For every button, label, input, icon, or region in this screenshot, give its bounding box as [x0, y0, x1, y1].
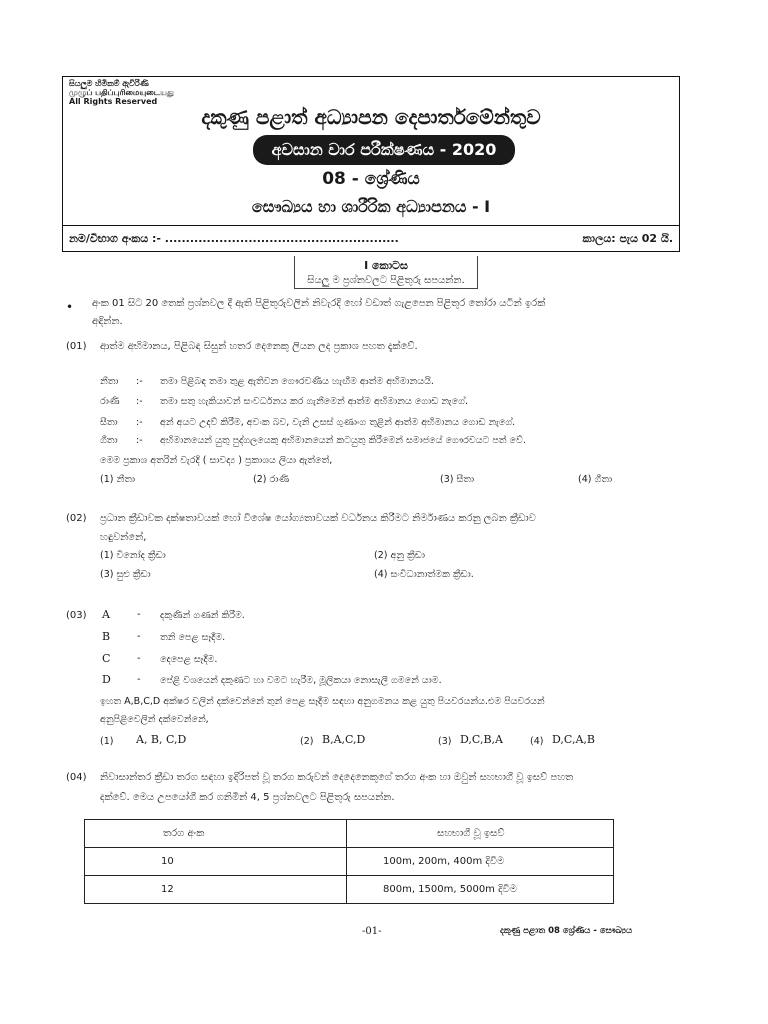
answer-option[interactable]: D,C,B,A — [460, 733, 503, 746]
question-number: (01) — [66, 341, 87, 352]
step-text: දකුණින් ගණන් කිරීම. — [160, 610, 245, 621]
instruction-line-2: අඳින්න. — [92, 316, 123, 327]
answer-option[interactable]: (4) සංවිධානාත්මක ක්‍රීඩා. — [374, 569, 474, 580]
separator: :- — [136, 417, 143, 428]
rights-line-tamil: முழுப் பதிப்புரிமையுடையது — [69, 88, 174, 97]
table-cell: 10 — [85, 848, 347, 876]
option-number: (3) — [438, 736, 452, 747]
separator: :- — [136, 376, 143, 387]
rights-line-sinhala: සියලුම හිමිකම් ඇවිරිණි — [69, 79, 149, 88]
question-number: (04) — [66, 772, 87, 783]
exam-title: අවසාන වාර පරීක්ෂණය - 2020 — [253, 135, 515, 165]
footer-label: දකුණු පළාත 08 ශ්‍රේණිය - සෞඛ්‍යය — [500, 926, 633, 936]
statement-text: අභිමානයෙන් යුතු පුද්ගලයෙකු අභිමානයෙන් කටයුතු කිරීමෙන් සමාජයේ ගෞරවයට පත් වේ. — [160, 435, 526, 446]
step-sep: - — [137, 674, 141, 685]
table-row — [85, 848, 614, 876]
step-key: B — [102, 630, 111, 643]
question-stem: ප්‍රධාන ක්‍රීඩාවක දක්ෂතාවයක් හෝ විශේෂ යෝග්‍යතාවයක් වර්ධනය කිරීමට නිර්මාණය කරනු ලබන ක්‍රීඩාව — [100, 513, 536, 524]
table-header-cell: තරග අංක — [85, 820, 347, 848]
answer-option[interactable]: (2) රාණි — [253, 474, 290, 485]
step-text: තනි පෙළ සෑදීම. — [160, 632, 226, 643]
department-title: දකුණු පළාත් අධ්‍යාපන දෙපාර්තමේන්තුව — [201, 105, 541, 129]
step-text: පේළි වශයෙන් දකුණට හා වමට හැරීම, මූලිකයා නොසැලී ගමනේ යාම. — [160, 675, 442, 686]
time-allowed: කාලය: පැය 02 යි. — [582, 232, 673, 245]
header-divider — [63, 225, 679, 226]
step-sep: - — [137, 609, 141, 620]
answer-option[interactable]: (3) සුළු ක්‍රීඩා — [100, 569, 151, 580]
section-heading — [294, 256, 478, 289]
rights-notice — [69, 79, 174, 106]
grade-title: 08 - ශ්‍රේණිය — [322, 169, 420, 189]
table-cell: 800m, 1500m, 5000m දිවීම — [347, 876, 614, 904]
question-stem: නිවාසාන්තර ක්‍රීඩා තරග සඳහා ඉදිරිපත් වූ තරග කරුවන් දෙදෙනෙකුගේ තරග අංක හා ඔවුන් සහභාගී වූ ඉසව් පහත — [100, 772, 574, 783]
table-header-row — [85, 820, 614, 848]
subject-title: සෞඛ්‍යය හා ශාරීරික අධ්‍යාපනය - I — [251, 197, 491, 216]
statement-text: අන් අයට උදව් කිරීම, අවංක බව, වැනි උසස් ගුණාංග තුළින් ආත්ම අභිමානය ගොඩ නැගේ. — [160, 417, 516, 428]
step-text: දෙපෙළ සෑදීම. — [160, 654, 218, 665]
step-key: A — [102, 608, 110, 621]
table-cell: 100m, 200m, 400m දිවීම — [347, 848, 614, 876]
question-stem: ආත්ම අභිමානය, පිළිබඳ සිසුන් හතර දෙනෙකු ලියන ලද ප්‍රකාශ පහත දැක්වේ. — [100, 341, 418, 352]
option-number: (1) — [100, 736, 114, 747]
answer-option[interactable]: (2) අනු ක්‍රීඩා — [374, 550, 425, 561]
separator: :- — [136, 435, 143, 446]
answer-option[interactable]: D,C,A,B — [552, 733, 595, 746]
instruction-line-1: අංක 01 සිට 20 තෙක් ප්‍රශ්නවල දී ඇති පිළිතුරුවලින් නිවැරදි හෝ වඩාත් ගැළපෙන පිළිතුර තෝරා යටින් ඉරක් — [92, 298, 546, 309]
answer-option[interactable]: (1) නීතා — [100, 474, 136, 485]
name-index-field: නම/විභාග අංකය :- ........................................................ — [69, 232, 399, 245]
answer-option[interactable]: B,A,C,D — [322, 733, 366, 746]
student-name: ගීතා — [100, 435, 118, 446]
step-key: C — [102, 652, 111, 665]
exam-header — [62, 76, 680, 252]
section-title: I කොටස — [364, 259, 408, 272]
events-table — [84, 819, 614, 904]
answer-option[interactable]: A, B, C,D — [136, 733, 187, 746]
answer-option[interactable]: (1) විනෝද ක්‍රීඩා — [100, 550, 166, 561]
step-sep: - — [137, 653, 141, 664]
student-name: නීතා — [100, 376, 119, 387]
question-stem-cont: දක්වේ. මෙය උපයෝගී කර ගනිමින් 4, 5 ප්‍රශ්නවලට පිළිතුරු සපයන්න. — [100, 792, 395, 803]
section-subtitle: සියලු ම ප්‍රශ්නවලට පිළිතුරු සපයන්න. — [307, 275, 465, 286]
instruction-bullet: • — [66, 300, 74, 314]
question-stem: ඉහත A,B,C,D අක්ෂර වලින් දක්වෙන්නේ තුන් පෙළ සෑදීම සඳහා අනුගමනය කළ යුතු පියවරයන්ය.එම පියවරයන් — [100, 696, 545, 707]
answer-option[interactable]: (4) ගීතා — [578, 474, 613, 485]
student-name: සීතා — [100, 417, 118, 428]
statement-text: තමා පිළිබඳ තමා තුළ ඇතිවන ගෞරවණීය හැඟීම ආත්ම අභිමානයයි. — [160, 376, 434, 387]
step-key: D — [102, 673, 111, 686]
question-ask: මෙම ප්‍රකාශ අතරින් වැරදි ( සාවද්‍ය ) ප්‍රකාශය ලියා ඇත්තේ, — [100, 455, 333, 466]
page-number: -01- — [362, 926, 382, 937]
separator: :- — [136, 396, 143, 407]
option-number: (4) — [530, 736, 544, 747]
question-stem-cont: හඳුවන්නේ, — [100, 532, 147, 543]
rights-line-english: All Rights Reserved — [69, 97, 158, 106]
option-number: (2) — [300, 736, 314, 747]
question-number: (03) — [66, 610, 87, 621]
table-row — [85, 876, 614, 904]
student-name: රාණි — [100, 396, 120, 407]
answer-option[interactable]: (3) සීතා — [440, 474, 475, 485]
step-sep: - — [137, 631, 141, 642]
table-cell: 12 — [85, 876, 347, 904]
question-stem-cont: අනුපිළිවෙලින් දක්වෙන්නේ, — [100, 714, 209, 725]
statement-text: තමා සතු හැකියාවන් සංවර්ධනය කර ගැනීමෙන් ආත්ම අභිමානය ගොඩ නැගේ. — [160, 396, 468, 407]
table-header-cell: සහභාගී වූ ඉසව් — [347, 820, 614, 848]
question-number: (02) — [66, 513, 87, 524]
